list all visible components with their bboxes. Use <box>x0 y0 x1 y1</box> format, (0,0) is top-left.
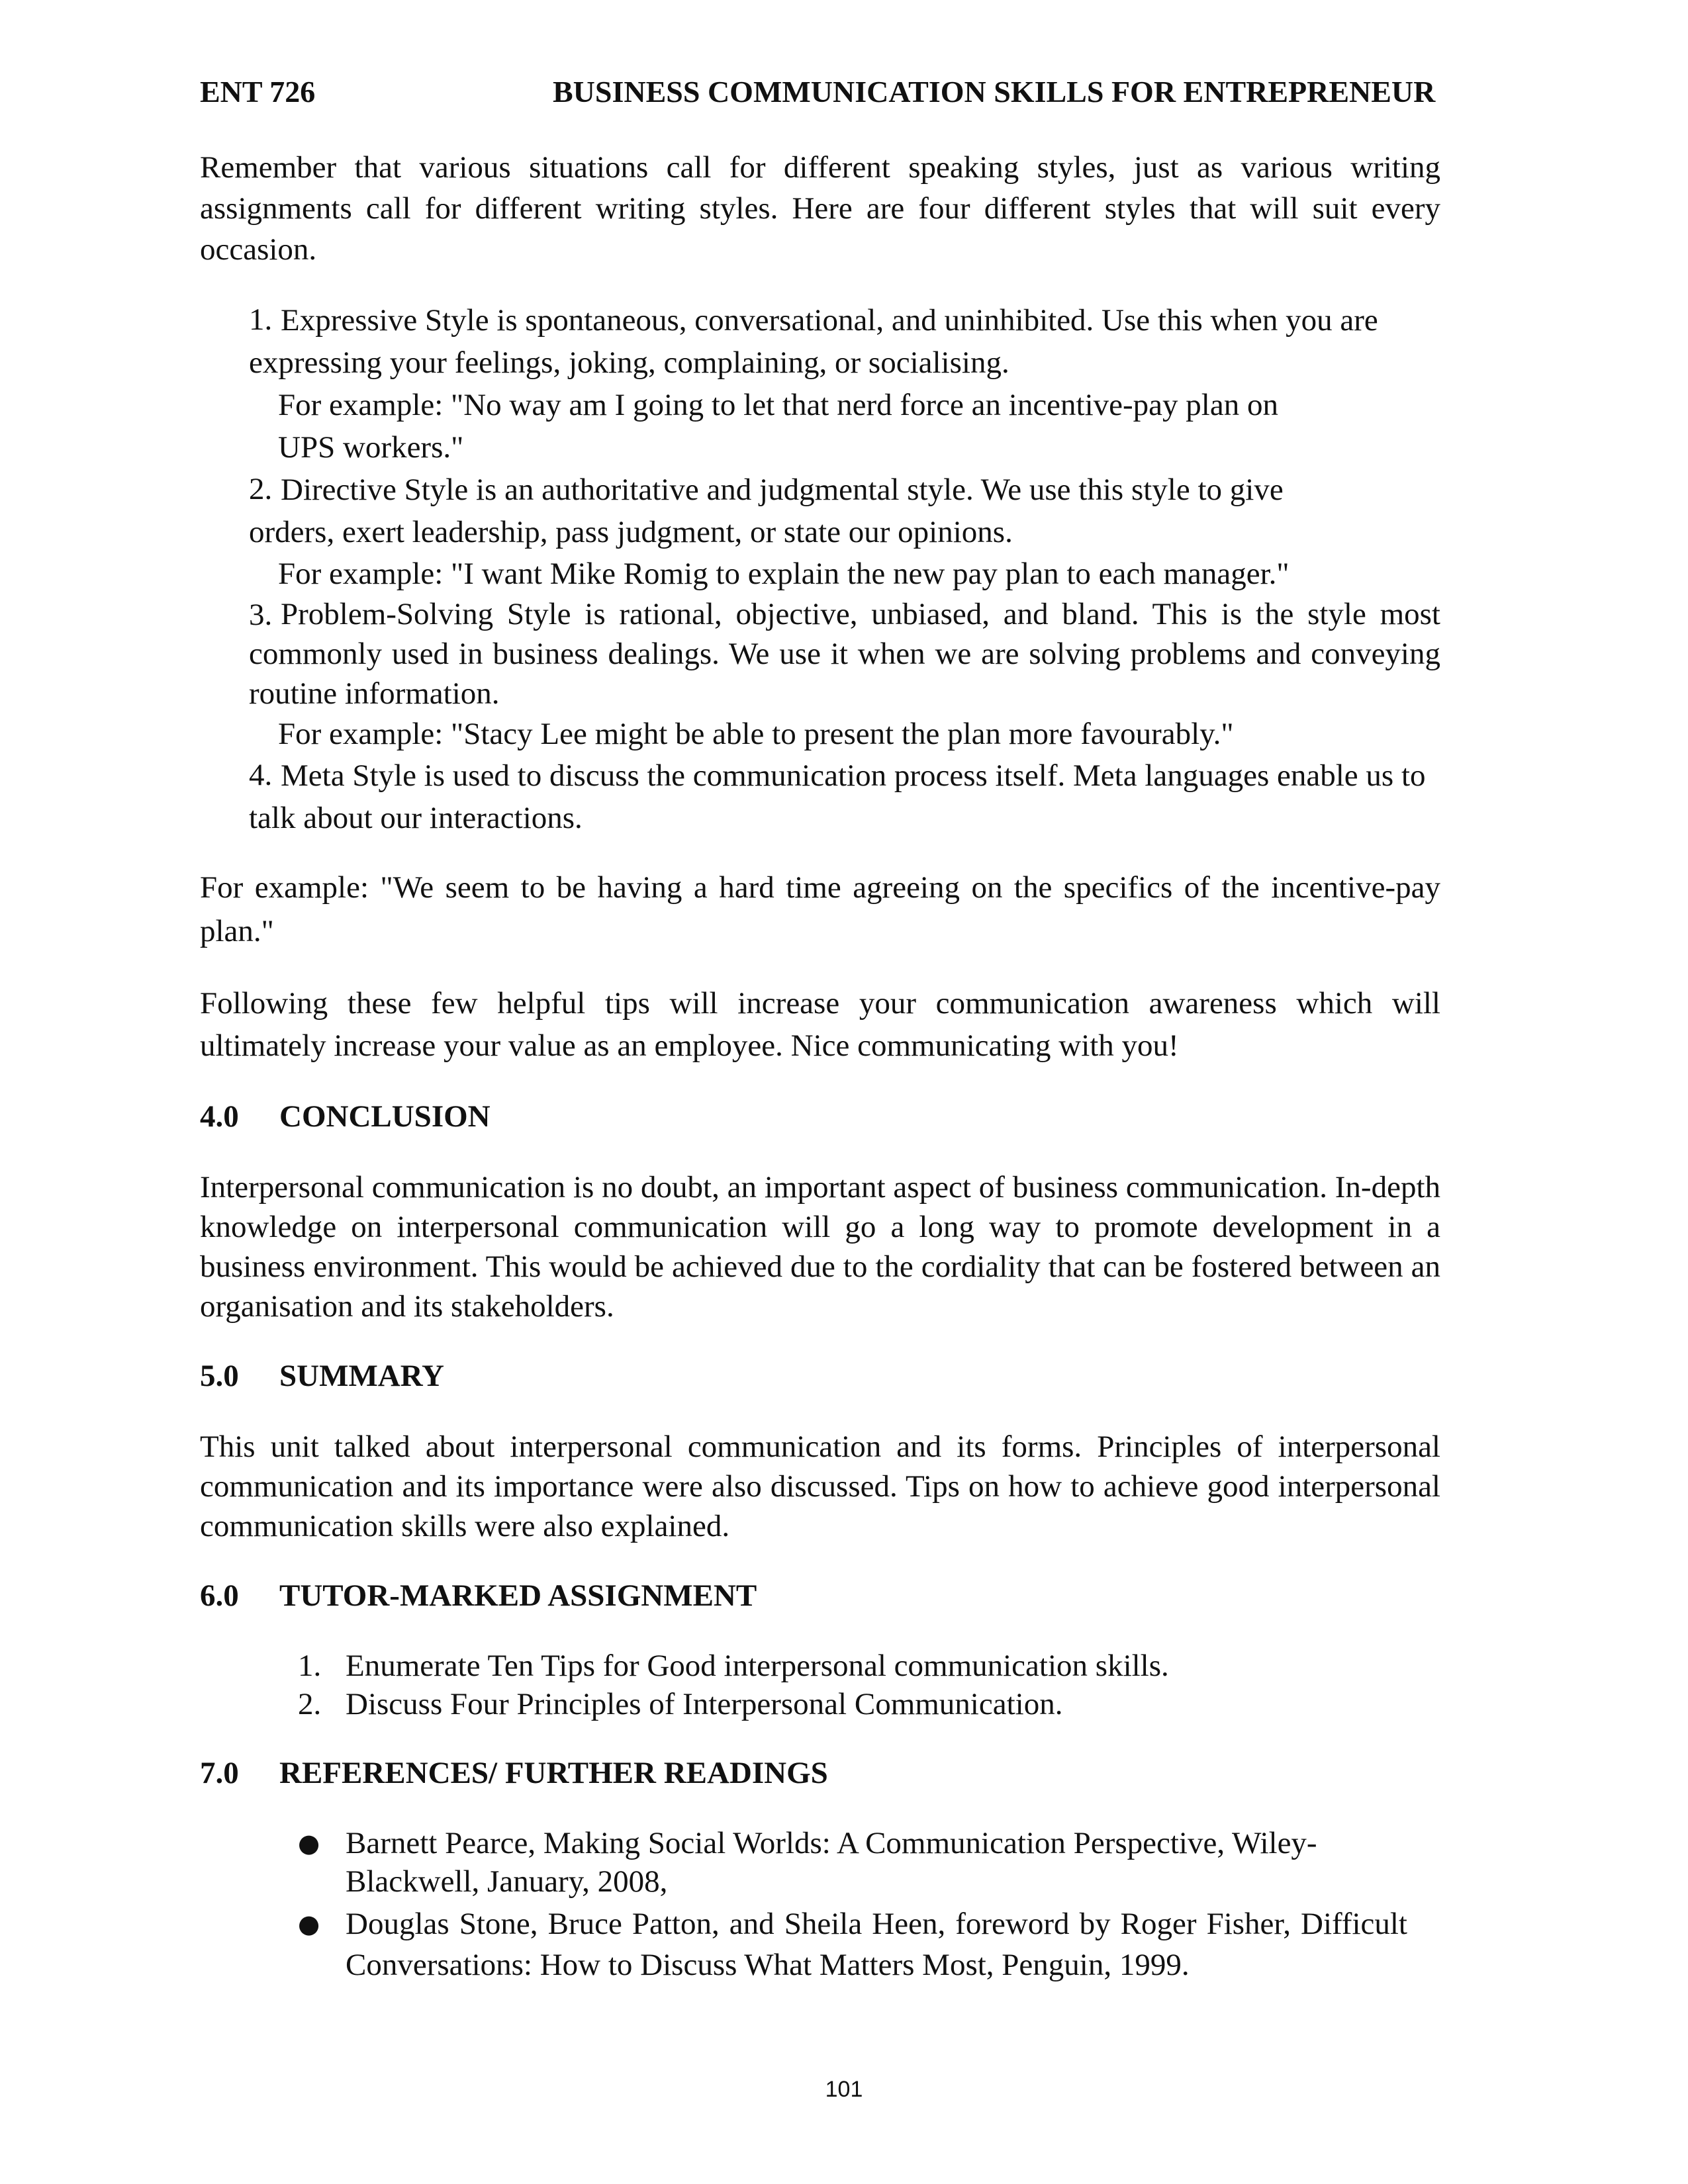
list-item <box>200 1647 1440 1685</box>
section-number: 4.0 <box>200 1099 239 1134</box>
list-item-example: For example: "Stacy Lee might be able to present the plan more favourably." <box>278 717 1234 751</box>
intro-paragraph: Remember that various situations call for different speaking styles, just as various writing assignments call for different writing styles. Here are four different styles that will suit every occasion. <box>200 150 1440 267</box>
list-item <box>200 594 1440 754</box>
page-header <box>200 74 1476 120</box>
section-title: TUTOR-MARKED ASSIGNMENT <box>279 1578 757 1613</box>
course-code: ENT 726 <box>200 75 316 109</box>
section-title: REFERENCES/ FURTHER READINGS <box>279 1756 828 1790</box>
tma-list <box>200 1647 1440 1723</box>
list-item-number: 1. <box>298 1649 322 1683</box>
list-item <box>200 1685 1440 1723</box>
references-list <box>200 1824 1440 1985</box>
meta-example-paragraph: For example: "We seem to be having a hard time agreeing on the specifics of the incentive-pay plan." <box>200 870 1440 948</box>
list-item-text: Directive Style is an authoritative and judgmental style. We use this style to give orders, exert leadership, pass judgment, or state our opinions. <box>249 473 1284 549</box>
speaking-styles-list <box>200 299 1440 839</box>
course-title: BUSINESS COMMUNICATION SKILLS FOR ENTREPRENEUR <box>553 75 1436 109</box>
list-item-example: For example: "No way am I going to let that nerd force an incentive-pay plan on UPS workers." <box>278 388 1278 465</box>
list-item-text: Problem-Solving Style is rational, objective, unbiased, and bland. This is the style most commonly used in business dealings. We use it when we are solving problems and conveying routine information. <box>249 597 1440 711</box>
section-title: SUMMARY <box>279 1359 444 1393</box>
reference-text: Barnett Pearce, Making Social Worlds: A Communication Perspective, Wiley-Blackwell, January, 2008, <box>346 1826 1317 1899</box>
bullet-icon: ● <box>298 1829 320 1858</box>
list-item-number: 2. <box>298 1687 322 1721</box>
list-item-number: 2. <box>249 472 273 506</box>
section-heading-tma <box>200 1575 1440 1616</box>
section-number: 6.0 <box>200 1578 239 1613</box>
tips-paragraph: Following these few helpful tips will increase your communication awareness which will ultimately increase your value as an employee. Nice communicating with you! <box>200 986 1440 1063</box>
page-content <box>200 147 1440 1988</box>
list-item-example: For example: "I want Mike Romig to explain the new pay plan to each manager." <box>278 557 1289 591</box>
section-heading-summary <box>200 1355 1440 1396</box>
list-item-text: Meta Style is used to discuss the communication process itself. Meta languages enable us to talk about our interactions. <box>249 758 1426 835</box>
list-item <box>200 754 1440 839</box>
section-number: 7.0 <box>200 1756 239 1790</box>
list-item <box>200 469 1440 594</box>
list-item-text: Enumerate Ten Tips for Good interpersonal communication skills. <box>346 1649 1169 1683</box>
reference-item <box>200 1824 1440 1901</box>
page-number: 101 <box>825 2077 863 2102</box>
section-number: 5.0 <box>200 1359 239 1393</box>
section-heading-references <box>200 1752 1440 1794</box>
section-heading-conclusion <box>200 1096 1440 1137</box>
bullet-icon: ● <box>298 1909 320 1938</box>
conclusion-paragraph: Interpersonal communication is no doubt, an important aspect of business communication. In-depth knowledge on interpersonal communication will go a long way to promote development in a business environment. This would be achieved due to the cordiality that can be fostered between an organisation and its stakeholders. <box>200 1170 1440 1324</box>
list-item-number: 4. <box>249 758 273 792</box>
list-item-text: Discuss Four Principles of Interpersonal Communication. <box>346 1687 1063 1721</box>
list-item <box>200 299 1440 469</box>
reference-item <box>200 1903 1440 1985</box>
summary-paragraph: This unit talked about interpersonal communication and its forms. Principles of interpersonal communication and its importance were also discussed. Tips on how to achieve good interpersonal communication skills were also explained. <box>200 1430 1440 1543</box>
section-title: CONCLUSION <box>279 1099 491 1134</box>
reference-text: Douglas Stone, Bruce Patton, and Sheila Heen, foreword by Roger Fisher, Difficult Conversations: How to Discuss What Matters Most, Penguin, 1999. <box>346 1907 1407 1982</box>
list-item-text: Expressive Style is spontaneous, conversational, and uninhibited. Use this when you are expressing your feelings, joking, complaining, or socialising. <box>249 303 1378 380</box>
list-item-number: 3. <box>249 598 273 632</box>
list-item-number: 1. <box>249 302 273 337</box>
